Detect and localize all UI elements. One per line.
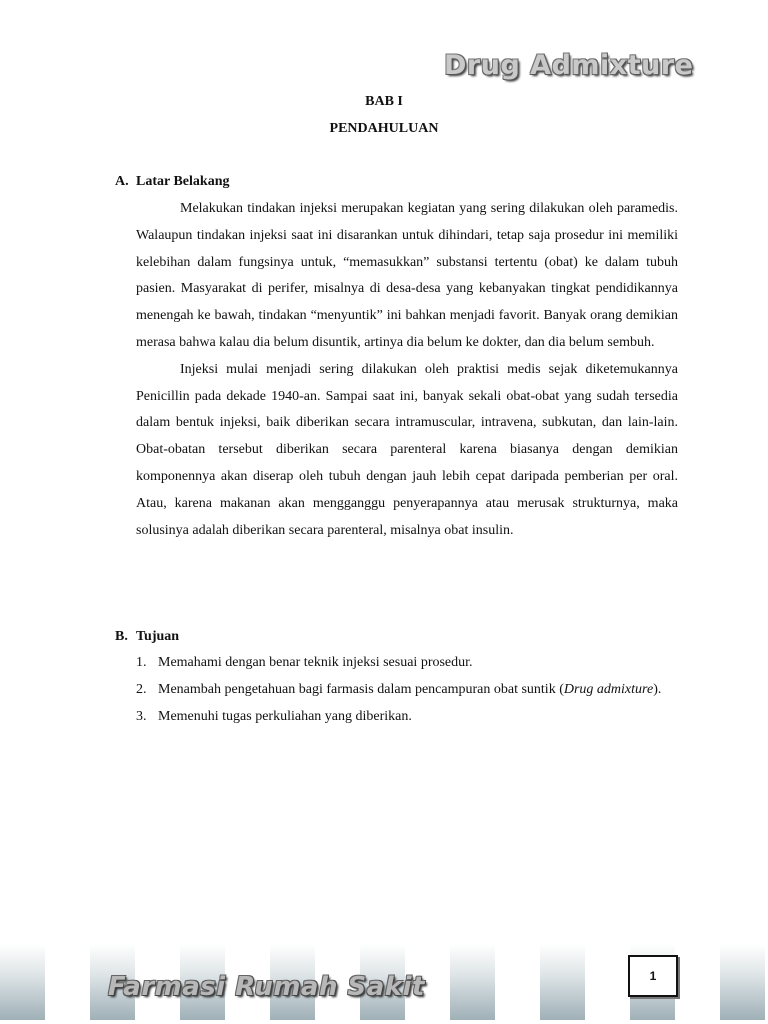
list-item <box>136 650 678 677</box>
paragraph: Injeksi mulai menjadi sering dilakukan oleh praktisi medis sejak diketemukannya Penicillin pada dekade 1940-an. Sampai saat ini, banyak sekali obat-obat yang sudah tersedia dalam bentuk injeksi, baik diberikan secara intramuscular, intravena, subkutan, dan lain-lain. Obat-obatan tersebut diberikan secara parenteral karena biasanya dengan demikian komponennya akan diserap oleh tubuh dengan jauh lebih cepat daripada pemberian per oral. Atau, karena makanan akan mengganggu penyerapannya atau merusak strukturnya, maka solusinya adalah diberikan secara parenteral, misalnya obat insulin. <box>136 361 678 538</box>
goals-list <box>136 650 678 730</box>
list-text: Memahami dengan benar teknik injeksi sesuai prosedur. <box>158 655 473 670</box>
list-item <box>136 704 678 731</box>
section-b-heading <box>115 629 179 645</box>
chapter-label: BAB I <box>365 94 403 109</box>
section-b-title: Tujuan <box>136 629 180 644</box>
section-a-title: Latar Belakang <box>136 174 230 189</box>
section-b-letter: B. <box>115 629 128 644</box>
footer-title: Farmasi Rumah Sakit <box>108 972 425 1002</box>
footer-stripe <box>540 944 585 1020</box>
footer-stripe <box>720 944 765 1020</box>
list-text-after: ). <box>653 681 662 697</box>
page-number: 1 <box>628 955 678 997</box>
list-number: 2. <box>136 681 147 697</box>
list-number: 1. <box>136 655 147 670</box>
paragraph: Melakukan tindakan injeksi merupakan kegiatan yang sering dilakukan oleh paramedis. Walaupun tindakan injeksi saat ini disarankan untuk dihindari, tetap saja prosedur ini memiliki kelebihan dalam fungsinya untuk, “memasukkan” substansi tertentu (obat) ke dalam tubuh pasien. Masyarakat di perifer, misalnya di desa-desa yang kebanyakan tingkat pendidikannya menengah ke bawah, tindakan “menyuntik” ini bahkan menjadi favorit. Banyak orang demikian merasa bahwa kalau dia belum disuntik, artinya dia belum ke dokter, dan dia belum sembuh. <box>136 201 678 350</box>
list-text: Memenuhi tugas perkuliahan yang diberikan. <box>158 708 412 724</box>
footer-stripe <box>450 944 495 1020</box>
list-item <box>136 677 678 704</box>
footer-stripe <box>0 944 45 1020</box>
chapter-title: PENDAHULUAN <box>329 121 439 136</box>
header-title: Drug Admixture <box>444 50 694 81</box>
section-a-heading <box>115 174 229 190</box>
section-a-letter: A. <box>115 174 129 189</box>
section-a-body <box>136 196 678 544</box>
list-text-italic: Drug admixture <box>563 681 654 697</box>
list-text-before: Menambah pengetahuan bagi farmasis dalam pencampuran obat suntik ( <box>158 681 564 697</box>
list-number: 3. <box>136 708 147 724</box>
